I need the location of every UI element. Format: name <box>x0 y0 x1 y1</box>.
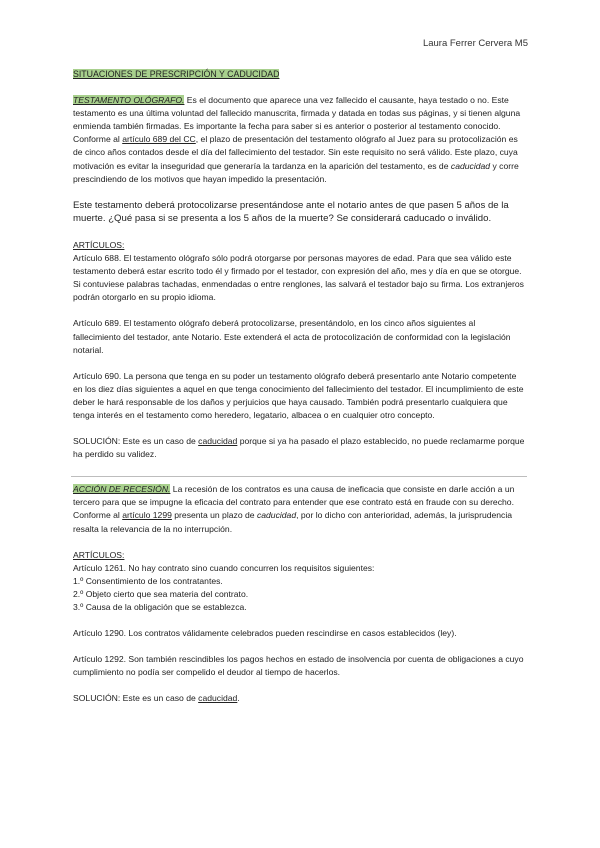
document-title: SITUACIONES DE PRESCRIPCIÓN Y CADUCIDAD <box>73 69 280 79</box>
s1-intro-text-c: y corre prescindiendo de los motivos que hayan impedido la presentación. <box>73 160 519 184</box>
s1-intro-italic: caducidad <box>450 160 491 171</box>
s2-solution-text-a: SOLUCIÓN: Este es un caso de <box>73 693 199 704</box>
document-body <box>73 68 525 705</box>
article-1261-item: 1.º Consentimiento de los contratantes. <box>73 575 223 586</box>
s2-solution-underlined: caducidad <box>198 693 238 704</box>
s1-intro-text-b: , el plazo de presentación del testamento ológrafo al Juez para su protocolización es de cinco años contados desde el día del fallecimiento del testador. Sin este requisito no será válido. Este plazo, cuya motivación es evitar la inseguridad que generaría la tardanza en la aparición del testamento, es de <box>73 134 518 171</box>
s2-solution-text-b: . <box>237 693 240 704</box>
article-690: Artículo 690. La persona que tenga en su poder un testamento ológrafo deberá presentarlo ante Notario competente en los diez días siguientes a aquel en que tenga conocimiento del fallecimiento del testador. El incumplimiento de este deber le hará responsable de los daños y perjuicios que haya causado. También podrá presentarlo cualquiera que tenga interés en el testamento como heredero, legatario, albacea o en cualquier otro concepto. <box>73 370 524 420</box>
s2-heading: ACCIÓN DE RECESIÓN. <box>73 484 171 495</box>
article-1290: Artículo 1290. Los contratos válidamente celebrados pueden rescindirse en casos establecidos (ley). <box>73 628 457 639</box>
s1-articles-heading: ARTÍCULOS: <box>73 239 125 250</box>
s2-intro-text-c: , por lo dicho con anterioridad, además, la jurisprudencia resalta la relevancia de la no interrupción. <box>73 510 513 534</box>
s1-solution-text-b: porque si ya ha pasado el plazo establecido, no puede reclamarme porque ha perdido su validez. <box>73 436 525 460</box>
article-689-link[interactable]: artículo 689 del CC <box>122 134 196 145</box>
s1-intro-paragraph <box>73 94 525 186</box>
page-header-author: Laura Ferrer Cervera M5 <box>422 38 528 49</box>
s2-articles-heading: ARTÍCULOS: <box>73 549 125 560</box>
s2-intro-text-a: La recesión de los contratos es una causa de ineficacia que consiste en darle acción a un tercero para que se impugne la eficacia del contrato para entender que ese contrato está en fraude con su derecho. Conforme al <box>73 484 515 521</box>
article-1261-item: 3.º Causa de la obligación que se establezca. <box>73 602 247 612</box>
s1-solution-underlined: caducidad <box>198 436 238 447</box>
article-1292: Artículo 1292. Son también rescindibles los pagos hechos en estado de insolvencia por cuenta de obligaciones a cuyo cumplimiento no podía ser compelido el deudor al tiempo de hacerlos. <box>73 654 524 678</box>
article-688: Artículo 688. El testamento ológrafo sólo podrá otorgarse por personas mayores de edad. Para que sea válido este testamento deberá estar escrito todo él y firmado por el testador, con expresión del año, mes y día en que se otorgue. Si contuviese palabras tachadas, enmendadas o entre renglones, las salvará el testador bajo su firma. Los extranjeros podrán otorgarlo en su propio idioma. <box>73 253 524 303</box>
s1-question-paragraph: Este testamento deberá protocolizarse presentándose ante el notario antes de que pasen 5 años de la muerte. ¿Qué pasa si se presenta a los 5 años de la muerte? Se considerará caducado o inválido. <box>73 199 509 225</box>
article-689: Artículo 689. El testamento ológrafo deberá protocolizarse, presentándolo, en los cinco años siguientes al fallecimiento del testador, ante Notario. Este extenderá el acta de protocolización de conformidad con la legislación notarial. <box>73 318 511 355</box>
s1-solution <box>73 435 525 461</box>
article-1261-item: 2.º Objeto cierto que sea materia del contrato. <box>73 588 249 599</box>
s2-solution <box>73 692 525 705</box>
s2-intro-text-b: presenta un plazo de <box>171 510 257 521</box>
s2-intro-italic: caducidad <box>256 510 297 521</box>
s1-solution-text-a: SOLUCIÓN: Este es un caso de <box>73 436 199 447</box>
s2-intro-paragraph <box>73 483 525 535</box>
article-1261-intro: Artículo 1261. No hay contrato sino cuando concurren los requisitos siguientes: <box>73 562 375 573</box>
s1-heading: TESTAMENTO OLÓGRAFO. <box>73 95 185 106</box>
s1-intro-text-a: Es el documento que aparece una vez fallecido el causante, haya testado o no. Este testamento es una última voluntad del fallecido manuscrita, firmada y datada en todas sus páginas, y si tienen alguna enmienda también firmadas. Es importante la fecha para saber si es anterior o posterior al testamento conocido. Conforme al <box>73 95 521 145</box>
article-1299-link[interactable]: artículo 1299 <box>122 510 172 521</box>
